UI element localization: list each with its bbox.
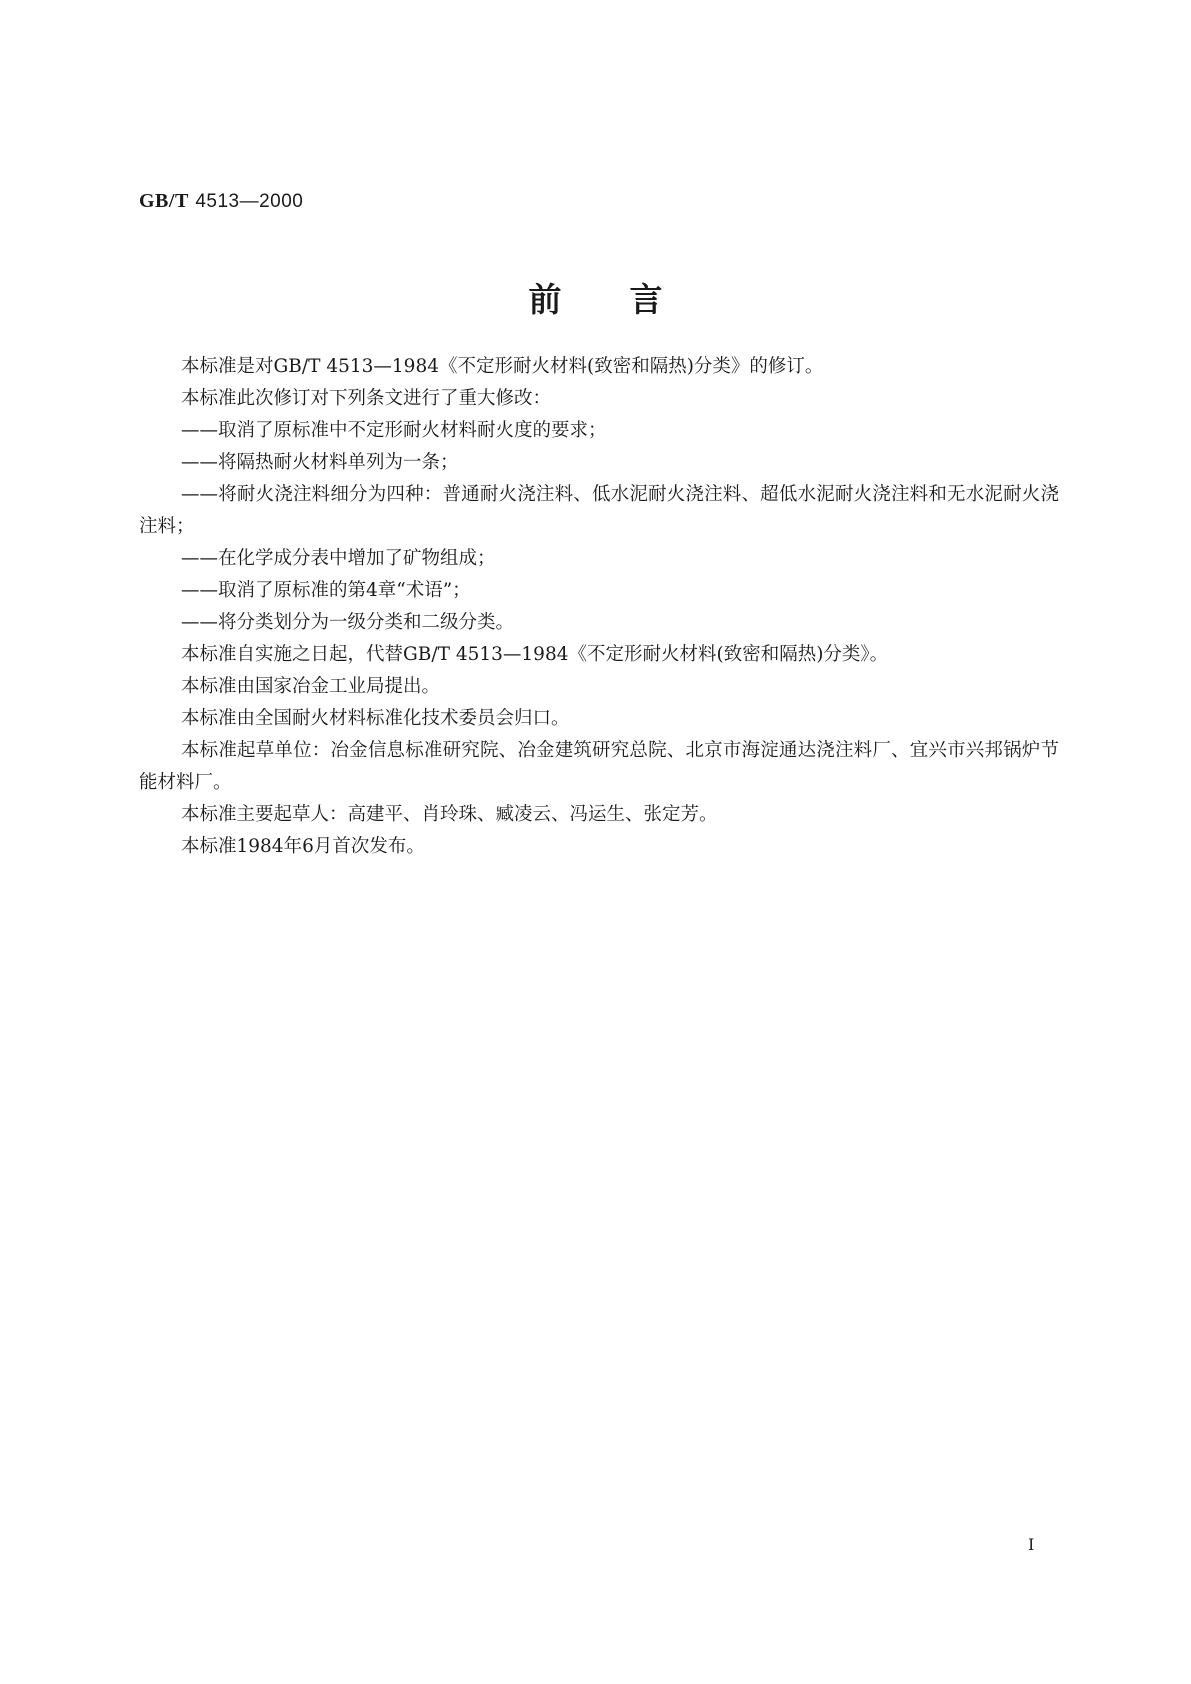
paragraph-replaces: 本标准自实施之日起，代替GB/T 4513—1984《不定形耐火材料(致密和隔热)分类》。 xyxy=(181,644,889,665)
list-item-change-1: ——取消了原标准中不定形耐火材料耐火度的要求； xyxy=(181,420,607,441)
standard-code xyxy=(139,188,303,215)
list-item-change-5: ——取消了原标准的第4章“术语”； xyxy=(181,580,471,601)
list-item-change-4: ——在化学成分表中增加了矿物组成； xyxy=(181,548,496,569)
list-item-change-6: ——将分类划分为一级分类和二级分类。 xyxy=(181,612,515,633)
list-item-change-3: ——将耐火浇注料细分为四种：普通耐火浇注料、低水泥耐火浇注料、超低水泥耐火浇注料和无水泥耐火浇注料； xyxy=(139,484,1059,537)
paragraph-revision-of: 本标准是对GB/T 4513—1984《不定形耐火材料(致密和隔热)分类》的修订。 xyxy=(181,356,824,377)
foreword-body xyxy=(139,351,1059,863)
standard-code-prefix: GB/T xyxy=(139,190,189,212)
paragraph-main-drafters: 本标准主要起草人：高建平、肖玲珠、臧凌云、冯运生、张定芳。 xyxy=(181,804,718,825)
paragraph-drafting-units: 本标准起草单位：冶金信息标准研究院、冶金建筑研究总院、北京市海淀通达浇注料厂、宜兴市兴邦锅炉节能材料厂。 xyxy=(139,740,1059,793)
page-title: 前言 xyxy=(528,280,731,319)
standard-code-number: 4513—2000 xyxy=(195,191,304,212)
paragraph-major-changes-intro: 本标准此次修订对下列条文进行了重大修改： xyxy=(181,388,552,409)
paragraph-proposed-by: 本标准由国家冶金工业局提出。 xyxy=(181,676,441,697)
paragraph-first-published: 本标准1984年6月首次发布。 xyxy=(181,836,425,857)
page-number: I xyxy=(1028,1535,1035,1554)
paragraph-under-jurisdiction: 本标准由全国耐火材料标准化技术委员会归口。 xyxy=(181,708,570,729)
list-item-change-2: ——将隔热耐火材料单列为一条； xyxy=(181,452,459,473)
